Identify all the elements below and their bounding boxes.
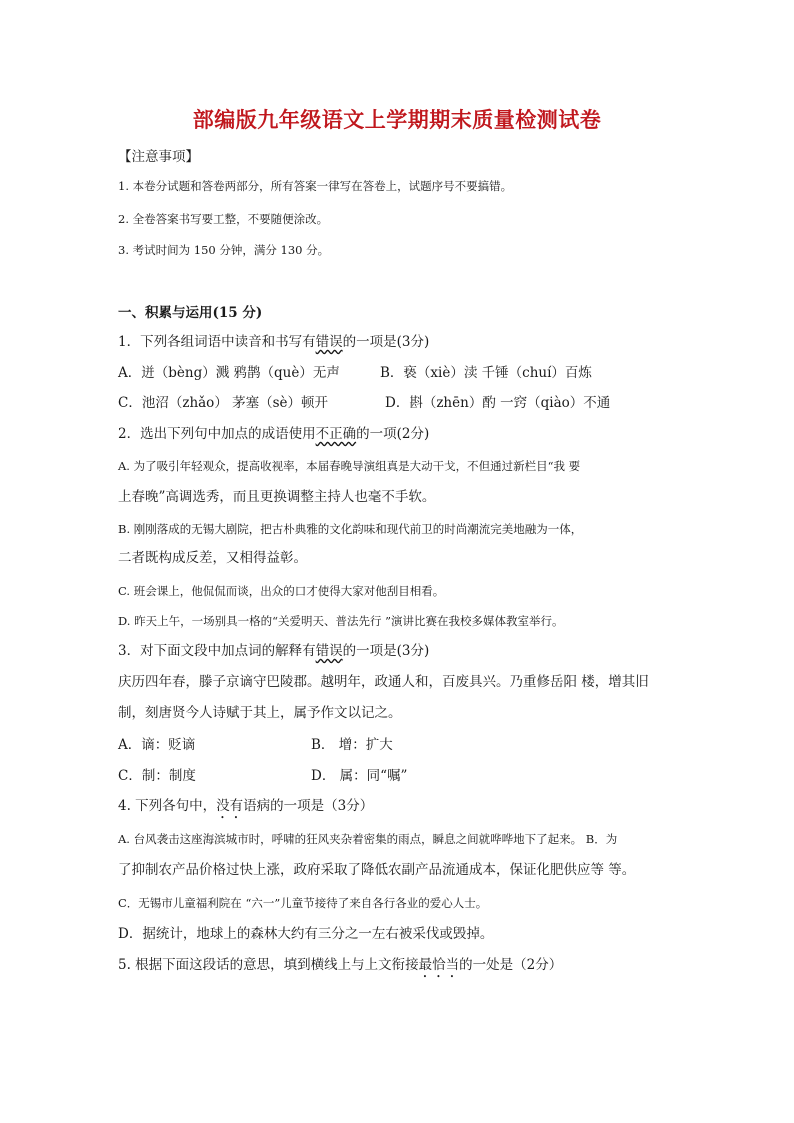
question-4-stem-start: 4. 下列各句中，: [118, 798, 217, 814]
question-2-stem: [118, 425, 688, 443]
question-2-option-b-line-2: 二者既构成反差，又相得益彰。: [118, 550, 307, 566]
question-3-passage-line-2: 制，刻唐贤今人诗赋于其上，属予作文以记之。: [118, 705, 402, 721]
question-3-stem-end: 的一项是(3分): [342, 643, 430, 659]
question-4-option-b-line-2: 了抑制农产品价格过快上涨，政府采取了降低农副产品流通成本，保证化肥供应等 等。: [118, 862, 636, 878]
question-1-stem-keyword: 错误: [315, 334, 343, 350]
question-2-option-a-line-2: 上春晚”高调选秀，而且更换调整主持人也毫不手软。: [118, 489, 436, 505]
notice-item-3: 3. 考试时间为 150 分钟，满分 130 分。: [118, 243, 330, 257]
question-3-option-c: C．制：制度: [118, 768, 196, 784]
question-5-stem: [118, 956, 688, 981]
question-5-stem-start: 5. 根据下面这段话的意思，填到横线上与上文衔接: [118, 957, 419, 973]
question-1-stem-end: 的一项是(3分): [342, 334, 430, 350]
question-2-option-b-line-1: B. 刚刚落成的无锡大剧院，把古朴典雅的文化韵味和现代前卫的时尚潮流完美地融为一体，: [118, 522, 583, 536]
question-5-stem-end: 的一处是（2分）: [459, 957, 563, 973]
question-1-options-row-1: [118, 364, 688, 382]
question-3-stem-keyword: 错误: [315, 643, 343, 659]
question-2-stem-keyword: 不正确: [315, 426, 357, 442]
question-3-option-d: D． 属：同“嘱”: [311, 768, 408, 784]
question-3-stem-start: 3．对下面文段中加点词的解释有: [118, 643, 316, 659]
question-3-option-a: A．谪：贬谪: [118, 737, 196, 753]
question-2-option-d: D. 昨天上午，一场别具一格的“关爱明天、普法先行 ”演讲比赛在我校多媒体教室举行。: [118, 614, 564, 628]
question-3-options-row-2: [118, 767, 688, 785]
question-2-option-a-line-1: A. 为了吸引年轻观众，提高收视率，本届春晚导演组真是大动干戈，不但通过新栏目“我 要: [118, 459, 581, 473]
notice-item-1: 1. 本卷分试题和答卷两部分，所有答案一律写在答卷上，试题序号不要搞错。: [118, 179, 513, 193]
question-4-stem: [118, 797, 688, 822]
question-1-stem: [118, 333, 688, 351]
question-2-option-c: C. 班会课上，他侃侃而谈，出众的口才使得大家对他刮目相看。: [118, 584, 445, 598]
question-2-stem-start: 2．选出下列句中加点的成语使用: [118, 426, 316, 442]
question-4-stem-keyword: 没有: [216, 798, 244, 814]
question-3-option-b: B． 增：扩大: [311, 737, 393, 753]
question-3-options-row-1: [118, 736, 688, 754]
question-4-stem-end: 语病的一项是（3分）: [243, 798, 374, 814]
question-1-option-c: C．池沼（zhǎo） 茅塞（sè）顿开: [118, 395, 329, 411]
question-5-stem-keyword: 最恰当: [418, 957, 460, 973]
question-1-option-d: D．斟（zhēn）酌 一窍（qiào）不通: [385, 395, 611, 411]
question-1-option-a: A．迸（bèng）溅 鸦鹊（què）无声: [118, 365, 340, 381]
section-heading: 一、积累与运用(15 分): [118, 305, 263, 321]
notice-heading: 【注意事项】: [118, 149, 199, 165]
question-3-stem: [118, 642, 688, 660]
question-1-options-row-2: [118, 394, 688, 412]
notice-item-2: 2. 全卷答案书写要工整，不要随便涂改。: [118, 212, 329, 226]
question-3-passage-line-1: 庆历四年春，滕子京谪守巴陵郡。越明年，政通人和，百废具兴。乃重修岳阳 楼，增其旧: [118, 674, 649, 690]
question-4-option-a-line-1: A. 台风袭击这座海滨城市时，呼啸的狂风夹杂着密集的雨点，瞬息之间就哗哗地下了起来。 B．为: [118, 832, 618, 846]
question-4-option-d: D．据统计，地球上的森林大约有三分之一左右被采伐或毁掉。: [118, 926, 494, 942]
question-4-option-c: C．无锡市儿童福利院在 “六一”儿童节接待了来自各行各业的爱心人士。: [118, 896, 488, 910]
page-title: 部编版九年级语文上学期期末质量检测试卷: [192, 108, 602, 132]
question-1-option-b: B．亵（xiè）渎 千锤（chuí）百炼: [380, 365, 592, 381]
question-2-stem-end: 的一项(2分): [356, 426, 430, 442]
question-1-stem-start: 1．下列各组词语中读音和书写有: [118, 334, 316, 350]
